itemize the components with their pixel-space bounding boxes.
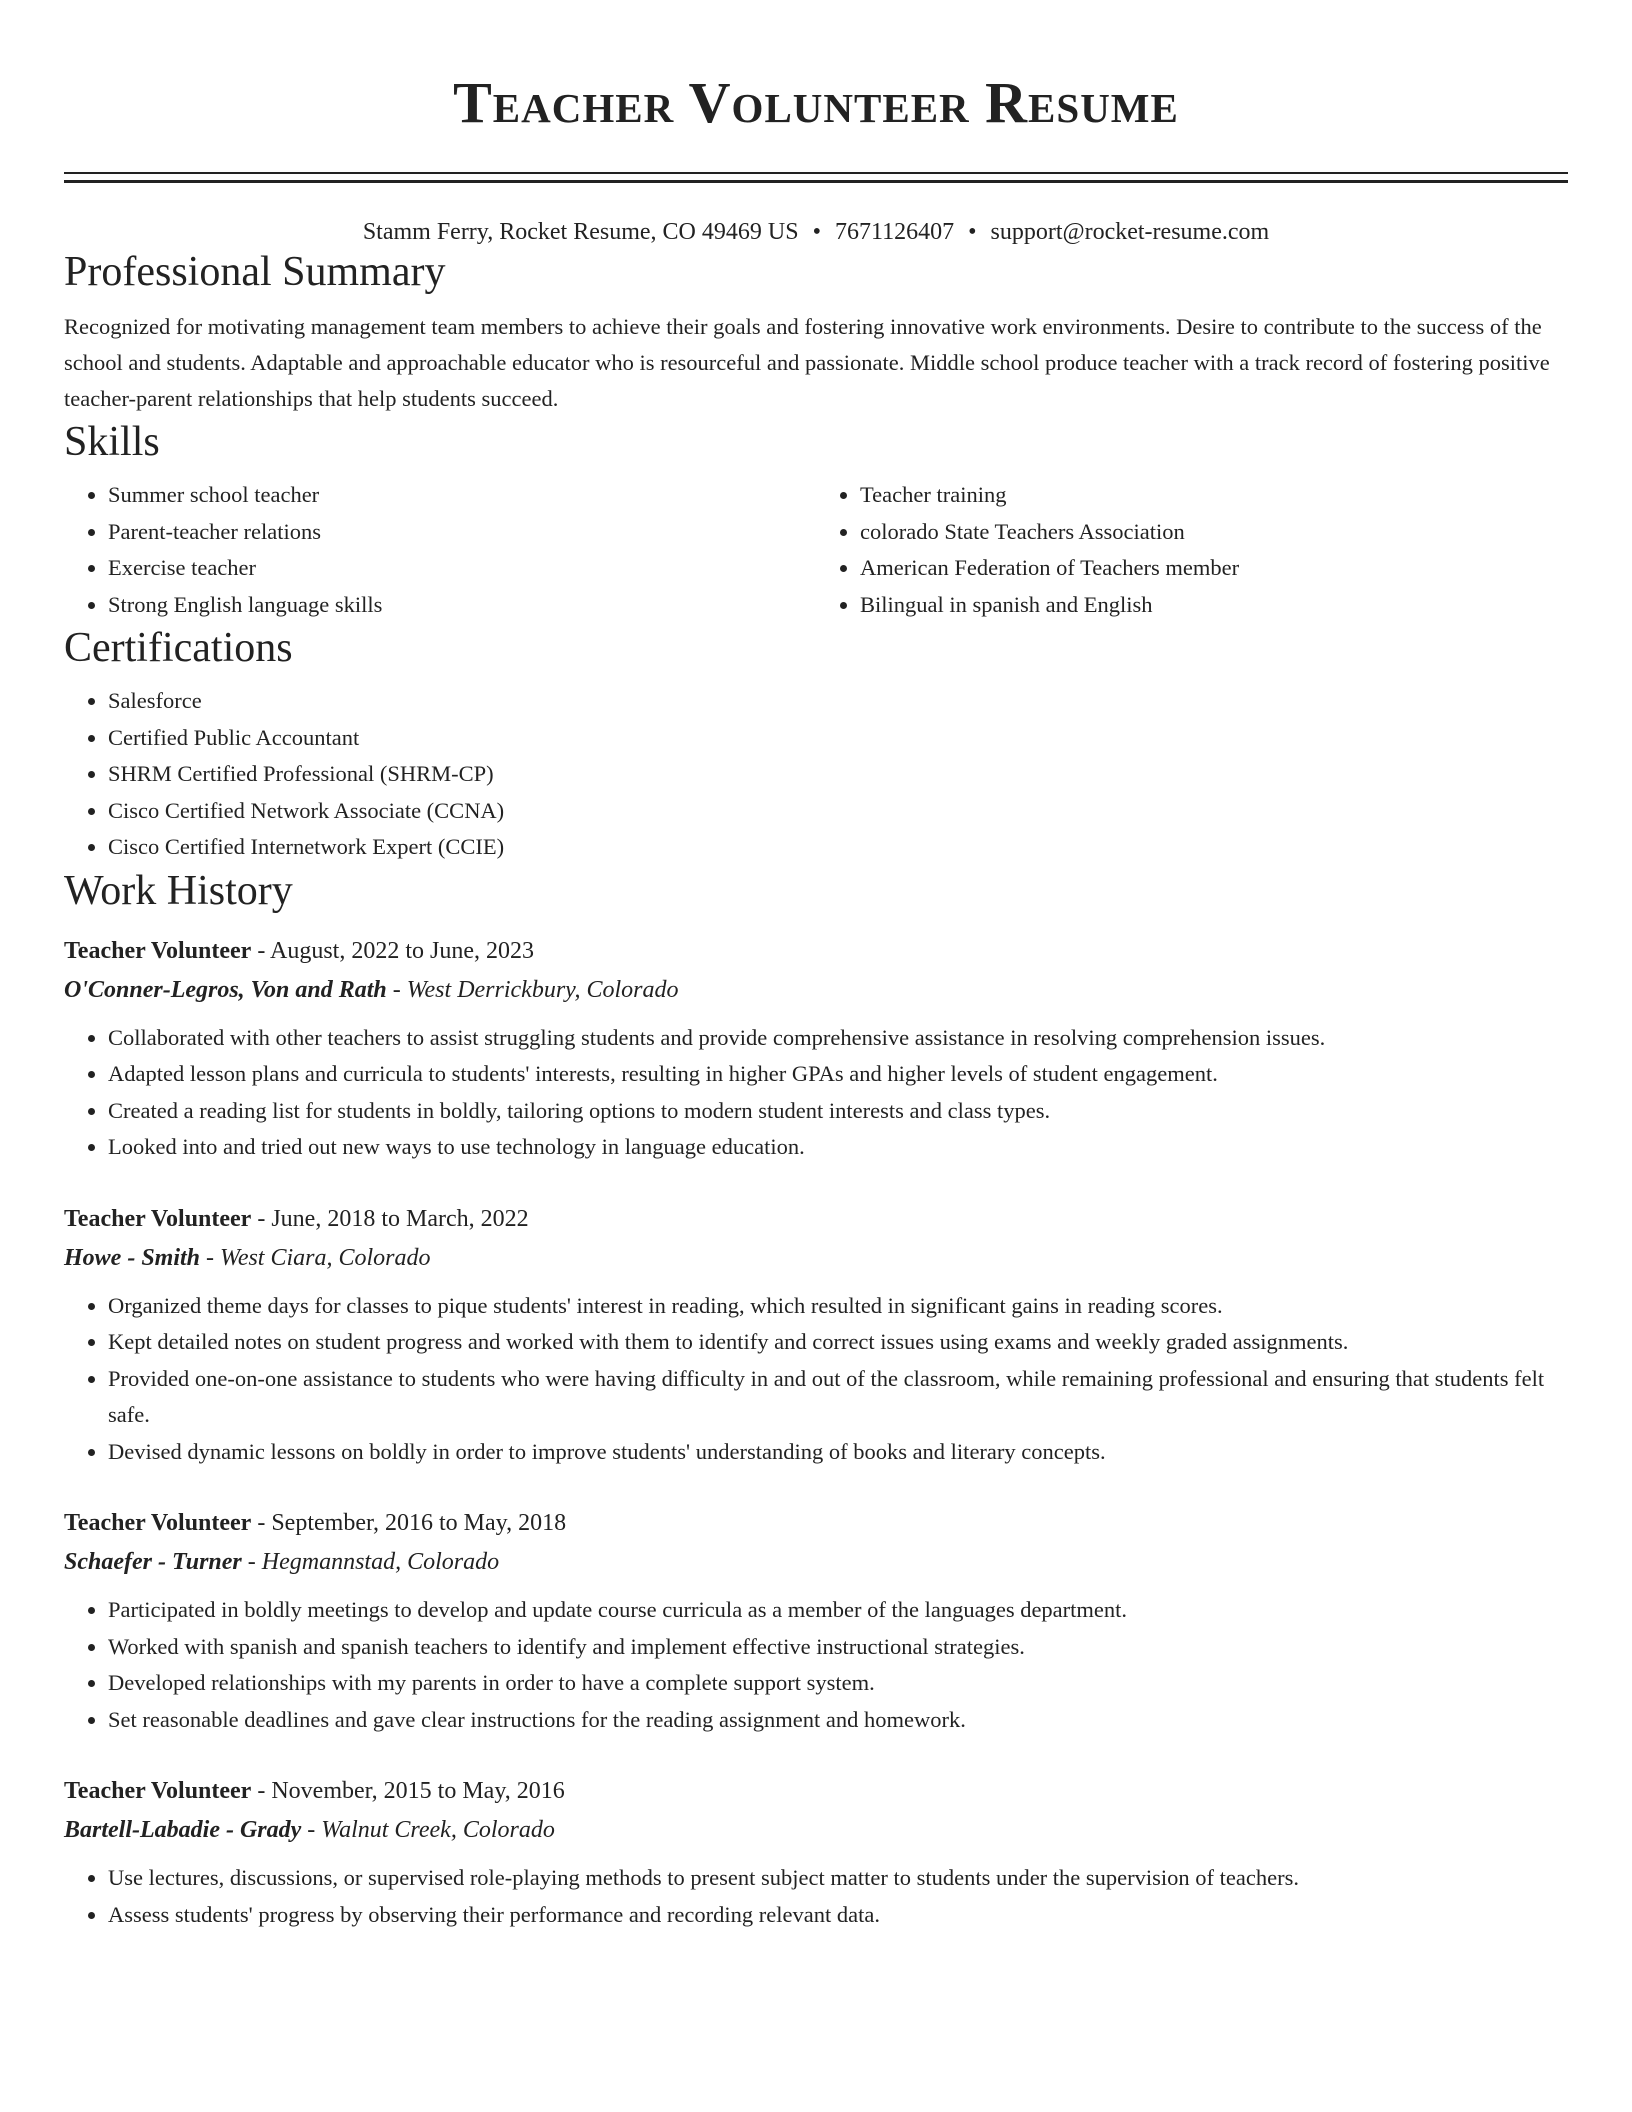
job-employer [64,1810,1568,1850]
job-dates: - August, 2022 to June, 2023 [251,937,535,964]
job-location: - Hegmannstad, Colorado [241,1549,500,1575]
job-bullet: • Provided one-on-one assistance to students who were having difficulty in and out of the classroom, while remaining professional and ensuring that students felt safe. [108,1361,1568,1434]
contact-phone: 7671126407 [834,219,955,245]
contact-line [64,217,1568,247]
job-employer [64,1542,1568,1582]
job-company: Bartell-Labadie - Grady [64,1817,302,1843]
job-location: - West Derrickbury, Colorado [386,976,679,1003]
job-entry [64,932,1568,1166]
job-header [64,1772,1568,1810]
job-company: Schaefer - Turner [64,1549,242,1575]
job-employer [64,970,1568,1010]
skill-item: • Bilingual in spanish and English [860,587,1568,624]
job-bullets [64,1592,1568,1738]
certifications-heading: Certifications [64,625,293,671]
skill-item: • Strong English language skills [108,587,816,624]
summary-text: Recognized for motivating management team members to achieve their goals and fostering innovative work environments. Desire to contribute to the success of the school and students. Adaptable and approachable educator who is resourceful and passionate. Middle school produce teacher with a track record of fostering positive teacher-parent relationships that help students succeed. [64,314,1550,411]
job-bullet: • Use lectures, discussions, or supervised role-playing methods to present subject matter to students under the supervision of teachers. [108,1860,1568,1897]
job-bullet: • Kept detailed notes on student progress and worked with them to identify and correct issues using exams and weekly graded assignments. [108,1324,1568,1361]
job-role: Teacher Volunteer [64,1510,252,1536]
job-location: - Walnut Creek, Colorado [301,1817,555,1843]
resume-title: Teacher Volunteer Resume [453,70,1179,135]
job-bullet: • Organized theme days for classes to pique students' interest in reading, which resulted in significant gains in reading scores. [108,1288,1568,1325]
job-header [64,932,1568,970]
skill-item: • Teacher training [860,477,1568,514]
job-header [64,1504,1568,1542]
job-entry [64,1200,1568,1471]
job-bullet: • Set reasonable deadlines and gave clear instructions for the reading assignment and homework. [108,1702,1568,1739]
job-location: - West Ciara, Colorado [200,1244,431,1271]
title-divider [64,172,1568,183]
contact-email: support@rocket-resume.com [990,219,1270,245]
job-bullet: • Assess students' progress by observing their performance and recording relevant data. [108,1897,1568,1934]
skills-heading: Skills [64,419,160,465]
job-header [64,1200,1568,1238]
skill-item: • Exercise teacher [108,550,816,587]
job-employer [64,1238,1568,1278]
job-dates: - November, 2015 to May, 2016 [251,1778,565,1804]
certification-item: • Cisco Certified Network Associate (CCNA) [108,793,1568,830]
skill-item: • Parent-teacher relations [108,514,816,551]
job-bullet: • Participated in boldly meetings to develop and update course curricula as a member of the languages department. [108,1592,1568,1629]
skills-left-list [64,477,816,623]
skills-columns [64,477,1568,623]
skills-right-list [816,477,1568,623]
contact-separator: • [968,219,977,245]
job-bullet: • Adapted lesson plans and curricula to students' interests, resulting in higher GPAs and higher levels of student engagement. [108,1056,1568,1093]
job-role: Teacher Volunteer [64,1205,252,1232]
job-entry [64,1504,1568,1738]
job-dates: - September, 2016 to May, 2018 [251,1510,567,1536]
certification-item: • Salesforce [108,683,1568,720]
job-bullet: • Worked with spanish and spanish teachers to identify and implement effective instructional strategies. [108,1629,1568,1666]
certifications-list [64,683,1568,866]
skill-item: • Summer school teacher [108,477,816,514]
work-history-heading: Work History [64,867,293,914]
certification-item: • Cisco Certified Internetwork Expert (CCIE) [108,829,1568,866]
job-entry [64,1772,1568,1933]
job-bullet: • Collaborated with other teachers to assist struggling students and provide comprehensive assistance in resolving comprehension issues. [108,1020,1568,1057]
job-bullets [64,1860,1568,1933]
job-bullets [64,1020,1568,1166]
job-company: O'Conner-Legros, Von and Rath [64,976,387,1003]
job-bullet: • Looked into and tried out new ways to use technology in language education. [108,1129,1568,1166]
summary-heading: Professional Summary [64,249,446,295]
job-bullet: • Created a reading list for students in boldly, tailoring options to modern student interests and class types. [108,1093,1568,1130]
certification-item: • SHRM Certified Professional (SHRM-CP) [108,756,1568,793]
contact-address: Stamm Ferry, Rocket Resume, CO 49469 US [362,219,799,245]
job-bullet: • Devised dynamic lessons on boldly in order to improve students' understanding of books and literary concepts. [108,1434,1568,1471]
job-role: Teacher Volunteer [64,1778,252,1804]
job-bullets [64,1288,1568,1471]
job-dates: - June, 2018 to March, 2022 [251,1205,529,1232]
job-role: Teacher Volunteer [64,937,252,964]
skill-item: • American Federation of Teachers member [860,550,1568,587]
job-bullet: • Developed relationships with my parents in order to have a complete support system. [108,1665,1568,1702]
job-company: Howe - Smith [64,1244,201,1271]
contact-separator: • [812,219,821,245]
skill-item: • colorado State Teachers Association [860,514,1568,551]
certification-item: • Certified Public Accountant [108,720,1568,757]
